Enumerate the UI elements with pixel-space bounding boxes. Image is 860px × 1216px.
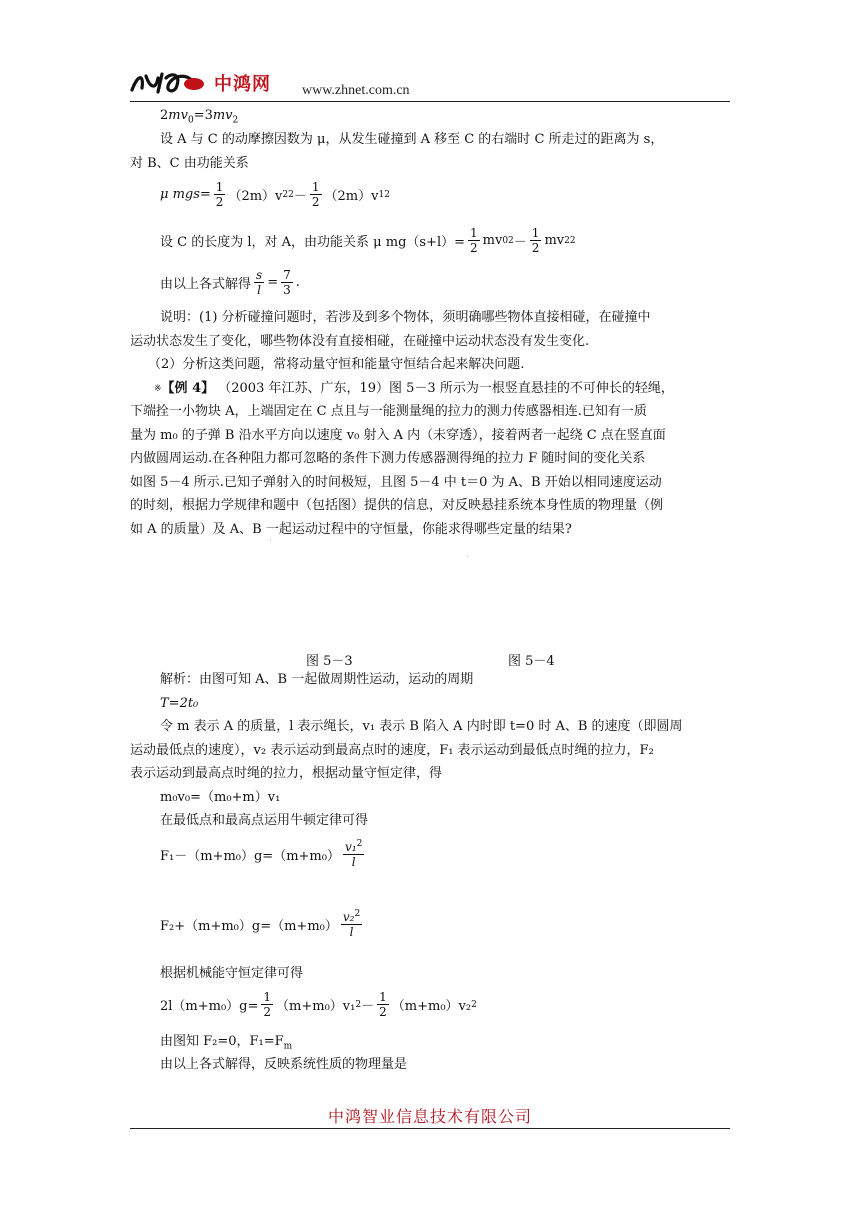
equation-energy-bc: μ mgs= $\frac{1}{2}$ （2m）v 2 2 － $\frac{1}{2}$ （2m）v 1 2 <box>160 180 390 209</box>
note-3: （2）分析这类问题，常将动量守恒和能量守恒结合起来解决问题. <box>148 357 525 372</box>
solution-text: 表示运动到最高点时绳的拉力，根据动量守恒定律，得 <box>130 766 443 781</box>
example-text: 下端拴一小物块 A，上端固定在 C 点且与一能测量绳的拉力的测力传感器相连.已知有一质 <box>130 404 647 419</box>
header-rule <box>130 101 730 102</box>
paragraph: 对 B、C 由功能关系 <box>130 156 249 171</box>
example-text: 内做圆周运动.在各种阻力都可忽略的条件下测力传感器测得绳的拉力 F 随时间的变化关系 <box>130 451 646 466</box>
solution-text: 根据机械能守恒定律可得 <box>160 966 304 981</box>
solution-text: 解析：由图可知 A、B 一起做周期性运动，运动的周期 <box>160 672 474 687</box>
zhnet-logo-icon <box>128 68 208 96</box>
footer-rule <box>130 1128 730 1129</box>
site-url[interactable]: www.zhnet.com.cn <box>302 83 410 98</box>
solution-equation: T=2t₀ <box>160 696 199 711</box>
note-1: 说明：(1) 分析碰撞问题时，若涉及到多个物体，须明确哪些物体直接相碰，在碰撞中 <box>160 310 651 325</box>
figure-placeholder-dot <box>270 540 271 541</box>
paragraph: 设 A 与 C 的动摩擦因数为 μ，从发生碰撞到 A 移至 C 的右端时 C 所走过的距离为 s， <box>160 132 664 147</box>
solution-text: 在最低点和最高点运用牛顿定律可得 <box>160 813 369 828</box>
note-2: 运动状态发生了变化，哪些物体没有直接相碰，在碰撞中运动状态没有发生变化. <box>130 334 590 349</box>
equation-energy-conservation: 2l（m+m₀）g= $\frac{1}{2}$ （m+m₀）v₁ 2 － $\frac{1}{2}$ （m+m₀）v₂ 2 <box>160 990 477 1019</box>
example-text: 如图 5－4 所示.已知子弹射入的时间极短，且图 5－4 中 t＝0 为 A、B 开始以相同速度运动 <box>130 475 662 490</box>
figure-caption-5-4: 图 5－4 <box>508 654 555 669</box>
example-text: 的时刻，根据力学规律和题中（包括图）提供的信息，对反映悬挂系统本身性质的物理量（例 <box>130 498 664 513</box>
solution-text: 由图知 F₂=0，$F_1=F_m$ <box>160 1034 293 1052</box>
footer-company: 中鸿智业信息技术有限公司 <box>328 1107 533 1126</box>
paragraph-result: 由以上各式解得 $\frac{s}{l}$ = $\frac{7}{3}$ . <box>160 268 300 297</box>
figure-placeholder-dot <box>467 556 468 557</box>
example-text: 量为 m₀ 的子弹 B 沿水平方向以速度 v₀ 射入 A 内（未穿透），接着两者一起绕 C 点在竖直面 <box>130 428 666 443</box>
logo-text: 中鸿网 <box>214 74 271 95</box>
solution-text: 由以上各式解得，反映系统性质的物理量是 <box>160 1057 408 1072</box>
example-text: 如 A 的质量）及 A、B 一起运动过程中的守恒量，你能求得哪些定量的结果? <box>130 522 572 537</box>
example-heading: ※【例 4】 （2003 年江苏、广东，19）图 5－3 所示为一根竖直悬挂的不可伸长的轻绳， <box>154 381 674 396</box>
solution-text: 令 m 表示 A 的质量，l 表示绳长，v₁ 表示 B 陷入 A 内时即 t=0 时 A、B 的速度（即圆周 <box>160 719 683 734</box>
equation-newton-low: F₁－（m+m₀）g=（m+m₀） $\frac{v_1^2}{l}$ <box>160 839 363 869</box>
solution-equation: m₀v₀=（m₀+m）v₁ <box>160 790 281 805</box>
equation-momentum: $2mv_0=3mv_2$ <box>160 108 239 126</box>
solution-text: 运动最低点的速度），v₂ 表示运动到最高点时的速度，F₁ 表示运动到最低点时绳的拉力，F₂ <box>130 743 654 758</box>
equation-newton-high: F₂+（m+m₀）g=（m+m₀） $\frac{v_2^2}{l}$ <box>160 909 361 939</box>
figure-caption-5-3: 图 5－3 <box>306 654 353 669</box>
paragraph-energy-a: 设 C 的长度为 l，对 A，由功能关系 μ mg（s+l）= $\frac{1}{2}$ mv 0 2 － $\frac{1}{2}$ mv 2 2 <box>160 226 576 255</box>
